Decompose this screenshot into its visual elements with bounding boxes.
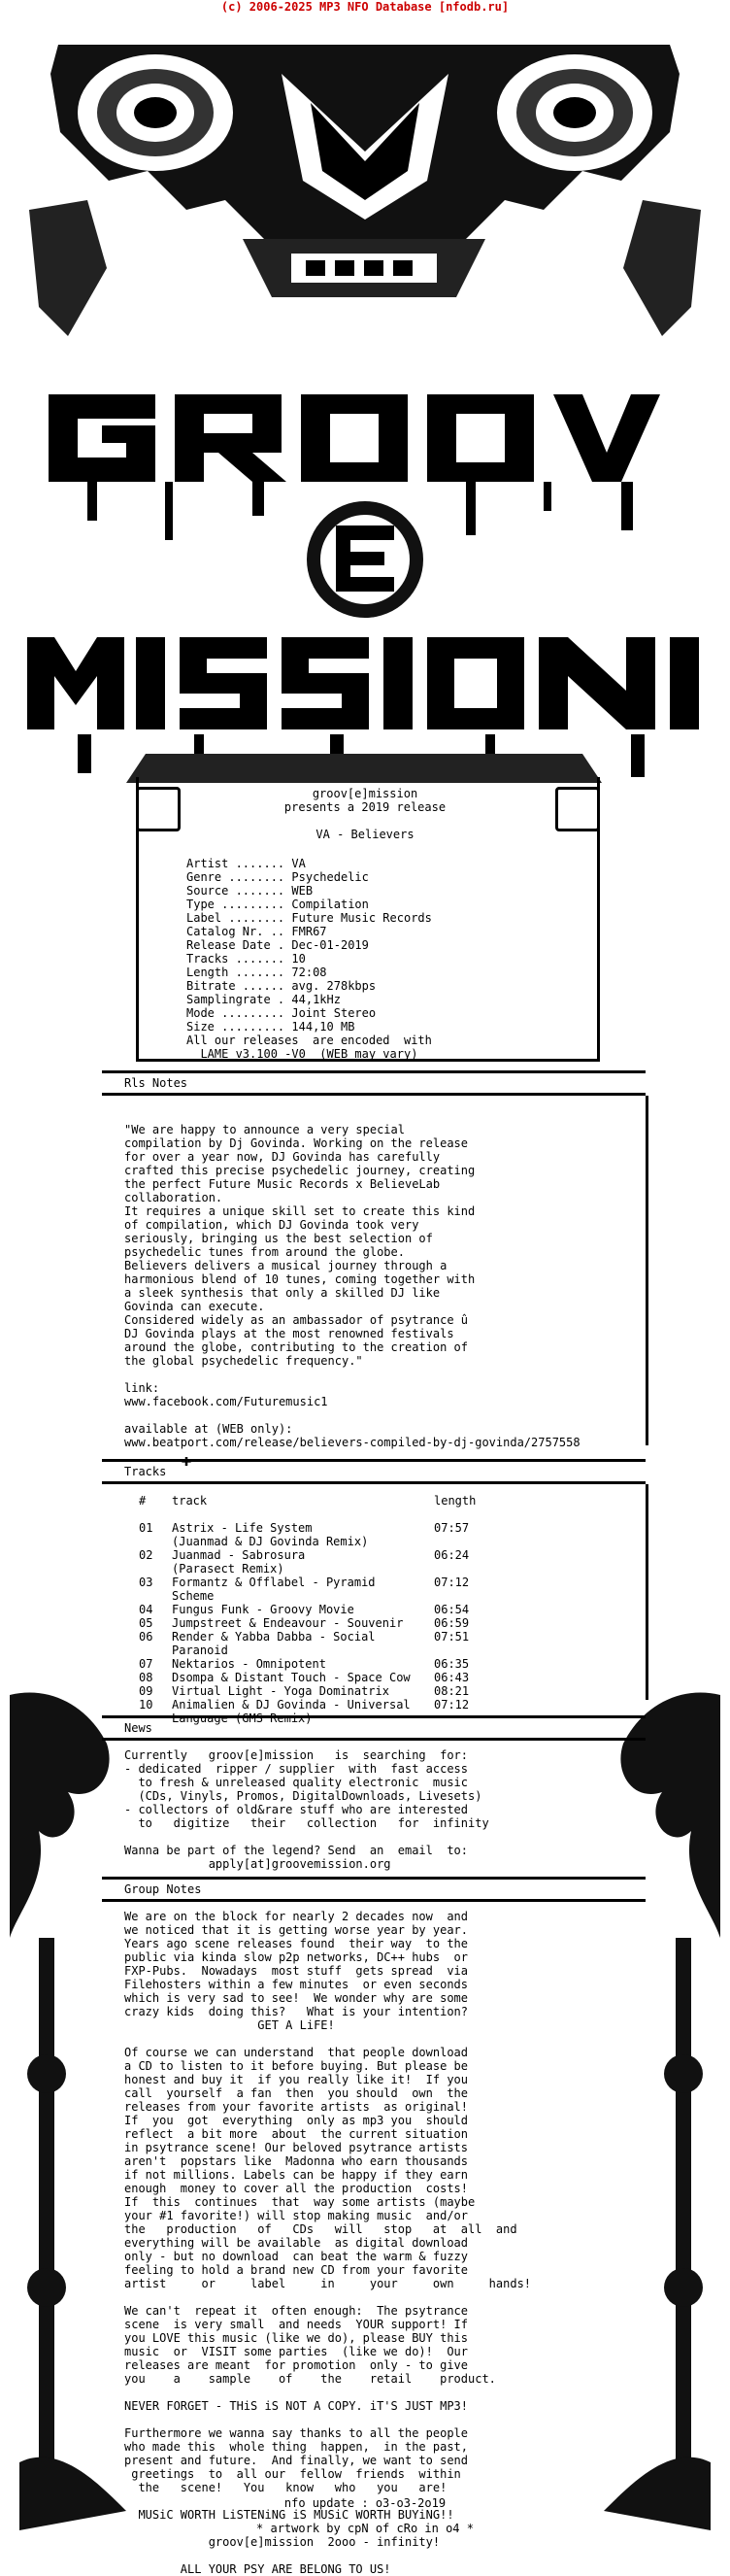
release-info-list	[186, 857, 594, 1034]
group-notes-heading: Group Notes	[124, 1882, 202, 1896]
track-num: 02	[139, 1548, 153, 1562]
track-num: 05	[139, 1616, 153, 1630]
track-title-header: track	[172, 1494, 208, 1508]
track-title: Fungus Funk - Groovy Movie	[172, 1603, 354, 1616]
track-length: 06:54	[434, 1603, 470, 1616]
track-length-header: length	[434, 1494, 477, 1508]
news-text: Currently groov[e]mission is searching for: - dedicated ripper / supplier with fast access to fresh & unreleased quality electronic music (CDs, Vinyls, Promos, DigitalDownloads, Livesets) - collectors of old&rare stuff who are interested to digitize their collection for infinity Wanna be part of the legend? Send an email to: apply[at]groovemission.org	[124, 1748, 489, 1871]
track-num: 04	[139, 1603, 153, 1616]
info-value: Joint Stereo	[291, 1006, 377, 1020]
nfo-update-date: nfo update : o3-o3-2o19	[283, 2496, 447, 2510]
info-key: Type .........	[186, 898, 285, 911]
info-value: 72:08	[291, 966, 327, 979]
star-ornament-icon: ✚	[181, 1450, 192, 1471]
track-title: Dsompa & Distant Touch - Space Cow	[172, 1671, 411, 1684]
track-length: 08:21	[434, 1684, 470, 1698]
tracklist-header-row	[139, 1494, 488, 1508]
track-num: 01	[139, 1521, 153, 1535]
info-row	[186, 952, 594, 966]
info-row	[186, 898, 594, 911]
group-notes-text: We are on the block for nearly 2 decades now and we noticed that it is getting worse year by year. Years ago scene releases found their way to the public via kinda slow p2p networks, DC++ hubs or FXP-Pubs. Nowadays most stuff gets spread via Filehosters within a few minutes or even seconds which is very sad to see! We wonder why are some crazy kids doing this? What is your intention? GET A LiFE! Of course we can understand that people download a CD to listen to it before buying. But please be honest and buy it if you really like it! If you call yourself a fan then you should own the releases from your favorite artists as original! If you got everything only as mp3 you should reflect a bit more about the current situation in psytrance scene! Our beloved psytrance artists aren't popstars like Madonna who earn thousands if not millions. Labels can be happy if they earn enough money to cover all the production costs! If this continues that way some artists (maybe your #1 favorite!) will stop making music and/or the production of CDs will stop at all and everything will be available as digital download only - but no download can beat the warm & fuzzy feeling to hold a brand new CD from your favorite artist or label in your own hands! We can't repeat it often enough: The psytrance scene is very small and needs YOUR support! If you LOVE this music (like we do), please BUY this music or VISIT some parties (like we do)! Our releases are meant for promotion only - to give you a sample of the retail product. NEVER FORGET - THiS iS NOT A COPY. iT'S JUST MP3! Furthermore we wanna say thanks to all the people who made this whole thing happen, in the past, present and future. And finally, we want to send greetings to all our fellow friends within the scene! You know who you are! MUSiC WORTH LiSTENiNG iS MUSiC WORTH BUYiNG!! groov[e]mission 2ooo - infinity! ALL YOUR PSY ARE BELONG TO US!	[124, 1910, 532, 2576]
track-length: 06:35	[434, 1657, 470, 1671]
track-length: 07:57	[434, 1521, 470, 1535]
info-value: 144,10 MB	[291, 1020, 355, 1034]
table-row	[139, 1521, 488, 1548]
info-value: Future Music Records	[291, 911, 432, 925]
info-value: VA	[291, 857, 306, 870]
track-num: 03	[139, 1576, 153, 1589]
info-value: 44,1kHz	[291, 993, 341, 1006]
track-title: Jumpstreet & Endeavour - Souvenir	[172, 1616, 404, 1630]
track-length: 07:12	[434, 1698, 470, 1712]
track-title: Nektarios - Omnipotent	[172, 1657, 326, 1671]
track-title: Animalien & DJ Govinda - Universal Language (GMS Remix)	[172, 1698, 411, 1725]
info-row	[186, 884, 594, 898]
track-title: Render & Yabba Dabba - Social Paranoid	[172, 1630, 376, 1657]
info-row	[186, 870, 594, 884]
ascii-art-header	[0, 16, 730, 783]
table-row	[139, 1548, 488, 1576]
track-num: 10	[139, 1698, 153, 1712]
info-row	[186, 857, 594, 870]
news-heading: News	[124, 1721, 152, 1735]
info-row	[186, 979, 594, 993]
info-row	[186, 1020, 594, 1034]
track-length: 07:51	[434, 1630, 470, 1644]
artwork-credit: * artwork by cpN of cRo in o4 *	[256, 2522, 474, 2535]
info-key: Mode .........	[186, 1006, 285, 1020]
info-row	[186, 925, 594, 938]
track-num: 09	[139, 1684, 153, 1698]
groovemission-logo-art	[0, 16, 730, 783]
info-value: 10	[291, 952, 306, 966]
info-value: Psychedelic	[291, 870, 369, 884]
info-row	[186, 993, 594, 1006]
track-length: 06:43	[434, 1671, 470, 1684]
track-title: Juanmad - Sabrosura (Parasect Remix)	[172, 1548, 306, 1576]
info-value: Dec-01-2019	[291, 938, 369, 952]
track-title: Astrix - Life System (Juanmad & DJ Govinda Remix)	[172, 1521, 369, 1548]
info-value: avg. 278kbps	[291, 979, 377, 993]
track-length: 06:59	[434, 1616, 470, 1630]
site-banner: (c) 2006-2025 MP3 NFO Database [nfodb.ru]	[220, 0, 510, 14]
info-key: Source .......	[186, 884, 285, 898]
info-key: Length .......	[186, 966, 285, 979]
track-number-header: #	[139, 1494, 147, 1508]
info-key: Tracks .......	[186, 952, 285, 966]
table-row	[139, 1671, 488, 1684]
track-num: 07	[139, 1657, 153, 1671]
info-key: Label ........	[186, 911, 285, 925]
info-key: Artist .......	[186, 857, 285, 870]
encoding-note: All our releases are encoded with LAME v3.100 -V0 (WEB may vary)	[186, 1034, 432, 1061]
rls-notes-heading: Rls Notes	[124, 1076, 188, 1090]
info-row	[186, 938, 594, 952]
table-row	[139, 1576, 488, 1603]
tracks-heading: Tracks	[124, 1465, 167, 1478]
release-title: VA - Believers	[315, 828, 415, 841]
info-key: Catalog Nr. ..	[186, 925, 285, 938]
group-name: groov[e]mission	[312, 787, 418, 800]
info-key: Size .........	[186, 1020, 285, 1034]
table-row	[139, 1630, 488, 1657]
info-key: Samplingrate .	[186, 993, 285, 1006]
track-num: 06	[139, 1630, 153, 1644]
info-row	[186, 911, 594, 925]
track-title: Virtual Light - Yoga Dominatrix	[172, 1684, 389, 1698]
track-length: 06:24	[434, 1548, 470, 1562]
track-title: Formantz & Offlabel - Pyramid Scheme	[172, 1576, 376, 1603]
info-key: Genre ........	[186, 870, 285, 884]
info-row	[186, 1006, 594, 1020]
info-value: FMR67	[291, 925, 327, 938]
info-row	[186, 966, 594, 979]
info-value: Compilation	[291, 898, 369, 911]
info-key: Bitrate ......	[186, 979, 285, 993]
news-header-rule	[102, 1715, 646, 1741]
rls-notes-text: "We are happy to announce a very special compilation by Dj Govinda. Working on the release for over a year now, DJ Govinda has carefully crafted this precise psychedelic journey, creating the perfect Future Music Records x BelieveLab collaboration. It requires a unique skill set to create this kind of compilation, which DJ Govinda took very seriously, bringing us the best selection of psychedelic tunes from around the globe. Believers delivers a musical journey through a harmonious blend of 10 tunes, coming together with a sleek synthesis that only a skilled DJ like Govinda can execute. Considered widely as an ambassador of psytrance û DJ Govinda plays at the most renowned festivals around the globe, contributing to the creation of the global psychedelic frequency." link: www.facebook.com/Futuremusic1 available at (WEB only): www.beatport.com/release/believers-compiled-by-dj-govinda/2757558	[124, 1123, 581, 1449]
track-num: 08	[139, 1671, 153, 1684]
info-key: Release Date .	[186, 938, 285, 952]
info-value: WEB	[291, 884, 314, 898]
table-row	[139, 1603, 488, 1616]
track-length: 07:12	[434, 1576, 470, 1589]
table-row	[139, 1657, 488, 1671]
release-year-line: presents a 2019 release	[283, 800, 447, 814]
table-row	[139, 1616, 488, 1630]
